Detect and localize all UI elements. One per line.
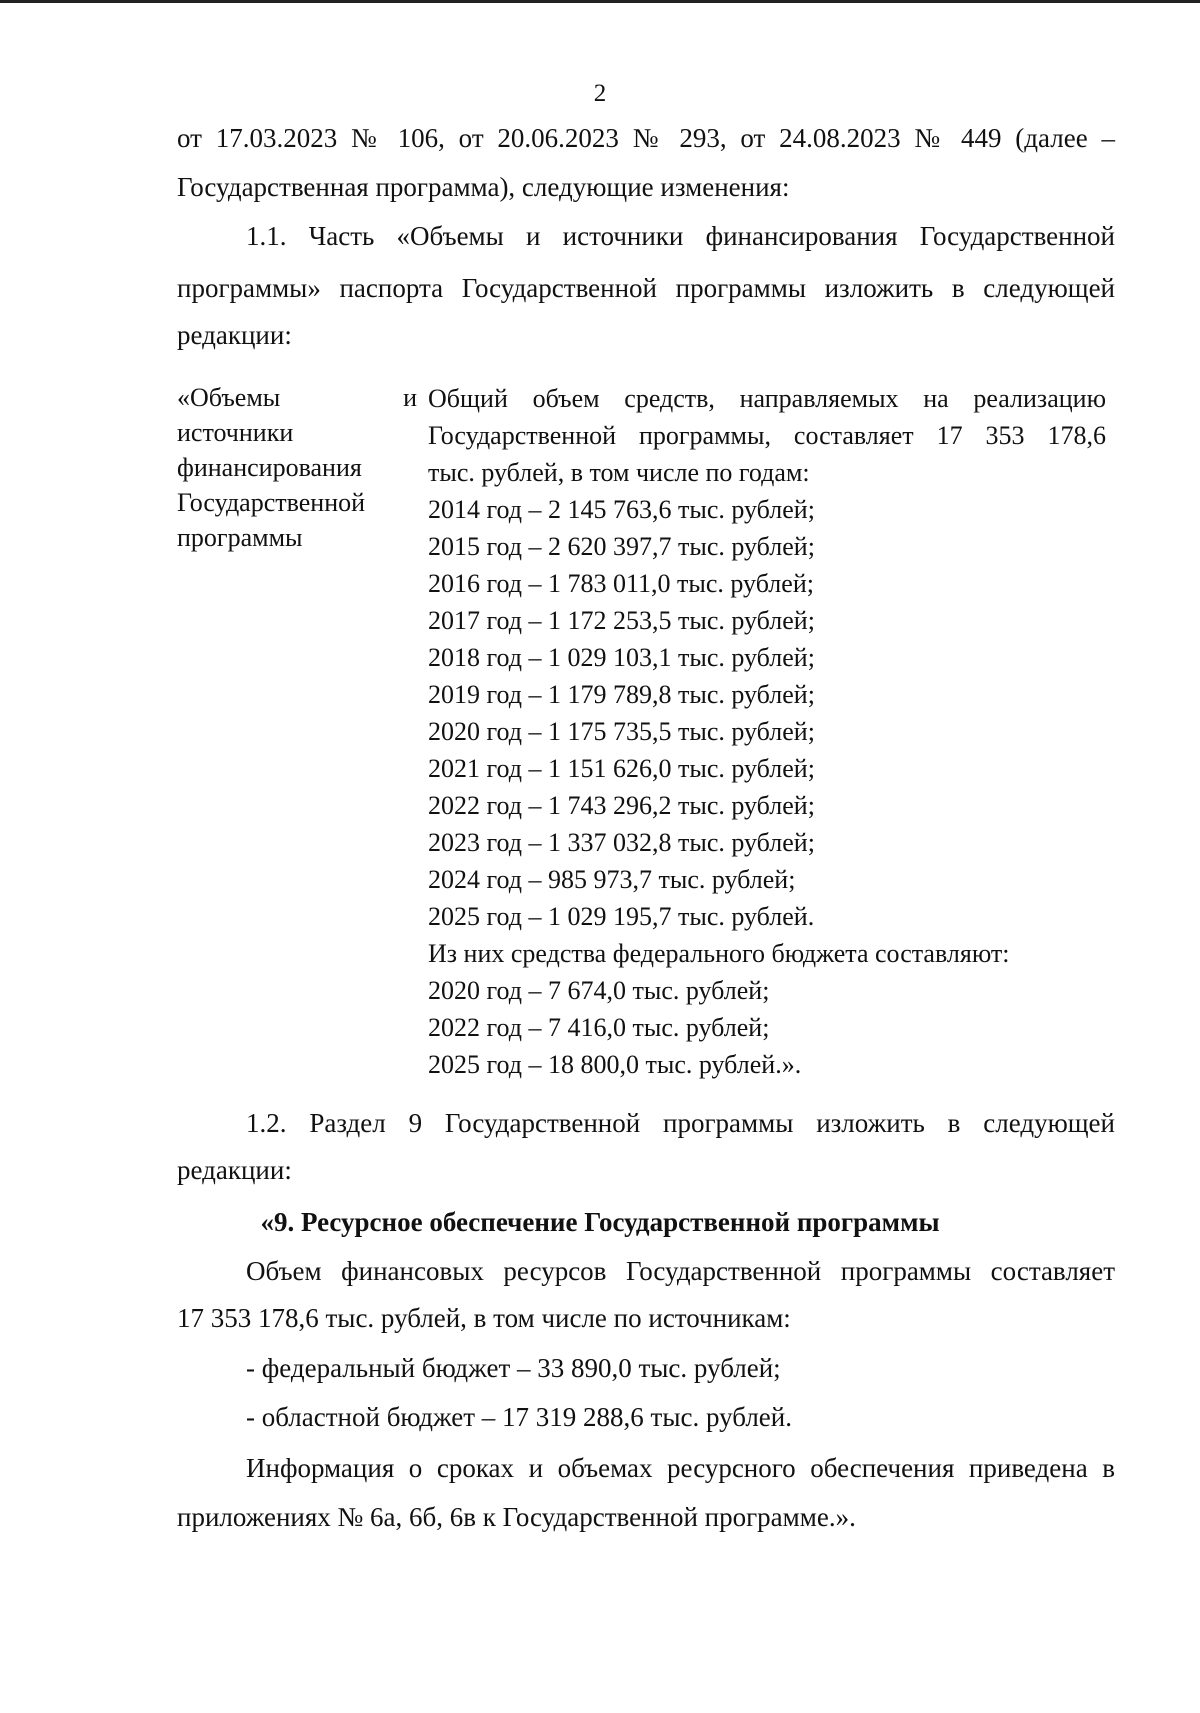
section-federal-line: - федеральный бюджет – 33 890,0 тыс. рублей;: [246, 1353, 781, 1383]
intro-line-1: от 17.03.2023 № 106, от 20.06.2023 № 293, от 24.08.2023 № 449 (далее –: [177, 123, 1115, 153]
year-line: 2022 год – 1 743 296,2 тыс. рублей;: [428, 791, 815, 820]
section-p1-line-2: 17 353 178,6 тыс. рублей, в том числе по источникам:: [177, 1303, 791, 1333]
top-border-line: [0, 0, 1200, 3]
page-number: 2: [593, 80, 607, 107]
passport-left-column: [177, 380, 417, 555]
federal-year-line: 2020 год – 7 674,0 тыс. рублей;: [428, 976, 770, 1005]
year-line: 2017 год – 1 172 253,5 тыс. рублей;: [428, 606, 815, 635]
year-line: 2020 год – 1 175 735,5 тыс. рублей;: [428, 717, 815, 746]
passport-right-column: [428, 380, 1106, 1083]
item-1-1-line-1: 1.1. Часть «Объемы и источники финансирования Государственной: [246, 221, 1115, 251]
section-regional-line: - областной бюджет – 17 319 288,6 тыс. рублей.: [246, 1402, 792, 1432]
federal-year-line: 2022 год – 7 416,0 тыс. рублей;: [428, 1013, 770, 1042]
passport-right-line-1: Общий объем средств, направляемых на реализацию: [428, 384, 1106, 413]
item-1-1-line-3: редакции:: [177, 320, 292, 350]
intro-line-2: Государственная программа), следующие изменения:: [177, 172, 790, 202]
passport-left-first-row: [177, 380, 417, 415]
item-1-2-line-2: редакции:: [177, 1155, 292, 1185]
passport-left-first-word: «Объемы: [177, 383, 281, 412]
year-line: 2018 год – 1 029 103,1 тыс. рублей;: [428, 643, 815, 672]
year-line: 2024 год – 985 973,7 тыс. рублей;: [428, 865, 796, 894]
passport-right-line-2: Государственной программы, составляет 17 353 178,6: [428, 421, 1106, 450]
section-heading: «9. Ресурсное обеспечение Государственной программы: [260, 1207, 940, 1237]
year-line: 2023 год – 1 337 032,8 тыс. рублей;: [428, 828, 815, 857]
federal-intro-line: Из них средства федерального бюджета составляют:: [428, 939, 1010, 968]
passport-left-line-2: источники: [177, 418, 294, 447]
year-line: 2021 год – 1 151 626,0 тыс. рублей;: [428, 754, 815, 783]
year-line: 2014 год – 2 145 763,6 тыс. рублей;: [428, 495, 815, 524]
federal-year-line: 2025 год – 18 800,0 тыс. рублей.».: [428, 1050, 802, 1079]
year-line: 2025 год – 1 029 195,7 тыс. рублей.: [428, 902, 815, 931]
year-line: 2019 год – 1 179 789,8 тыс. рублей;: [428, 680, 815, 709]
passport-left-conjunction: и: [403, 383, 417, 412]
passport-left-line-5: программы: [177, 523, 303, 552]
passport-left-line-4: Государственной: [177, 488, 366, 517]
year-line: 2015 год – 2 620 397,7 тыс. рублей;: [428, 532, 815, 561]
passport-right-line-3: тыс. рублей, в том числе по годам:: [428, 458, 810, 487]
section-p2-line-1: Информация о сроках и объемах ресурсного обеспечения приведена в: [246, 1453, 1115, 1483]
section-p2-line-2: приложениях № 6а, 6б, 6в к Государственной программе.».: [177, 1502, 856, 1532]
section-p1-line-1: Объем финансовых ресурсов Государственной программы составляет: [246, 1256, 1115, 1286]
item-1-2-line-1: 1.2. Раздел 9 Государственной программы изложить в следующей: [246, 1108, 1115, 1138]
year-line: 2016 год – 1 783 011,0 тыс. рублей;: [428, 569, 814, 598]
item-1-1-line-2: программы» паспорта Государственной программы изложить в следующей: [177, 273, 1115, 303]
passport-left-line-3: финансирования: [177, 453, 362, 482]
